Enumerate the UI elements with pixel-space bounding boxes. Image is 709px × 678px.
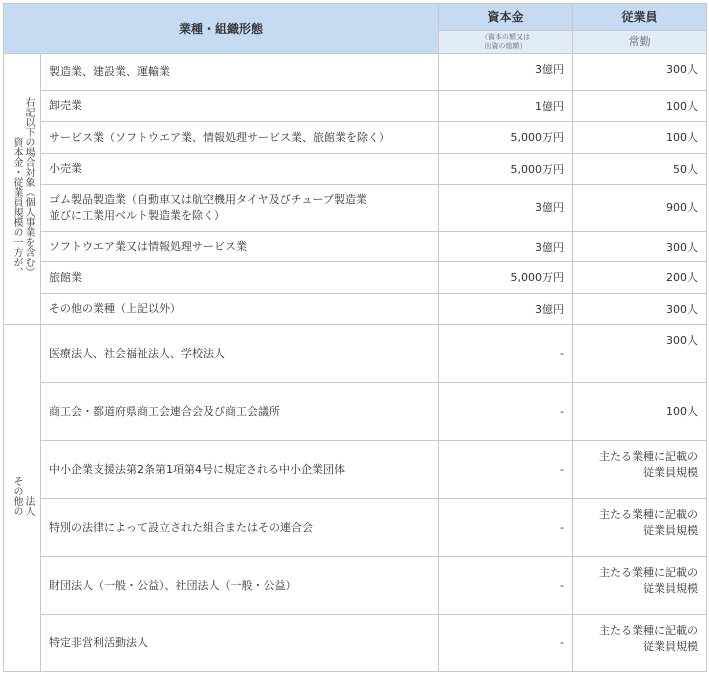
employees-cell: 300人 xyxy=(573,54,707,91)
industry-cell-line-1: ゴム製品製造業（自動車又は航空機用タイヤ及びチューブ製造業 xyxy=(49,193,367,206)
industry-cell: 小売業 xyxy=(41,154,439,185)
capital-note-line-2: 出資の総額） xyxy=(484,42,527,50)
table-row xyxy=(4,615,707,672)
industry-cell: 中小企業支援法第2条第1項第4号に規定される中小企業団体 xyxy=(41,441,439,499)
table-row xyxy=(4,262,707,294)
industry-cell: 特定非営利活動法人 xyxy=(41,615,439,672)
employees-cell: 200人 xyxy=(573,262,707,294)
employees-cell: 300人 xyxy=(573,232,707,262)
capital-note-line-1: （資本の額又は xyxy=(481,33,531,41)
capital-cell: 3億円 xyxy=(439,54,573,91)
employees-cell xyxy=(573,499,707,557)
capital-cell: 3億円 xyxy=(439,294,573,325)
employees-cell xyxy=(573,557,707,615)
sme-definition-table-wrapper xyxy=(3,3,707,672)
industry-cell: 特別の法律によって設立された組合またはその連合会 xyxy=(41,499,439,557)
category-label-business-col1: 資本金・従業員規模の一方が、 xyxy=(11,136,22,277)
header-employees-sub: 常勤 xyxy=(573,31,707,54)
industry-cell xyxy=(41,185,439,232)
capital-cell: 5,000万円 xyxy=(439,154,573,185)
industry-cell: サービス業（ソフトウエア業、情報処理サービス業、旅館業を除く） xyxy=(41,122,439,154)
employees-cell-line-2: 従業員規模 xyxy=(643,524,699,537)
table-row xyxy=(4,54,707,91)
industry-cell: 旅館業 xyxy=(41,262,439,294)
header-industry: 業種・組織形態 xyxy=(4,4,439,54)
employees-cell-line-1: 主たる業種に記載の xyxy=(599,508,699,521)
header-capital: 資本金 xyxy=(439,4,573,31)
employees-cell-line-1: 主たる業種に記載の xyxy=(599,450,699,463)
header-row xyxy=(4,4,707,31)
industry-cell: 医療法人、社会福祉法人、学校法人 xyxy=(41,325,439,383)
employees-cell xyxy=(573,441,707,499)
industry-cell: 製造業、建設業、運輸業 xyxy=(41,54,439,91)
table-row xyxy=(4,91,707,122)
industry-cell: 財団法人（一般・公益）、社団法人（一般・公益） xyxy=(41,557,439,615)
table-row xyxy=(4,294,707,325)
capital-cell: 5,000万円 xyxy=(439,122,573,154)
employees-cell: 300人 xyxy=(573,294,707,325)
capital-cell: - xyxy=(439,383,573,441)
header-capital-note xyxy=(439,31,573,54)
employees-cell-line-1: 主たる業種に記載の xyxy=(599,566,699,579)
employees-cell: 900人 xyxy=(573,185,707,232)
employees-cell: 100人 xyxy=(573,383,707,441)
employees-cell: 300人 xyxy=(573,325,707,383)
employees-cell: 50人 xyxy=(573,154,707,185)
category-label-business-col2: 右記以下の場合対象（個人事業を含む） xyxy=(23,96,34,277)
table-row xyxy=(4,232,707,262)
employees-cell xyxy=(573,615,707,672)
table-row xyxy=(4,557,707,615)
category-label-other-col1: その他の xyxy=(11,475,22,516)
capital-cell: - xyxy=(439,557,573,615)
capital-cell: 3億円 xyxy=(439,232,573,262)
table-row xyxy=(4,154,707,185)
industry-cell: ソフトウエア業又は情報処理サービス業 xyxy=(41,232,439,262)
table-row xyxy=(4,325,707,383)
capital-cell: - xyxy=(439,325,573,383)
table-row xyxy=(4,441,707,499)
category-label-other-corporations xyxy=(4,325,41,672)
industry-cell-line-2: 並びに工業用ベルト製造業を除く） xyxy=(49,209,225,222)
capital-cell: 5,000万円 xyxy=(439,262,573,294)
industry-cell: 商工会・都道府県商工会連合会及び商工会議所 xyxy=(41,383,439,441)
capital-cell: - xyxy=(439,615,573,672)
sme-definition-table xyxy=(3,3,707,672)
industry-cell: 卸売業 xyxy=(41,91,439,122)
header-employees: 従業員 xyxy=(573,4,707,31)
industry-cell: その他の業種（上記以外） xyxy=(41,294,439,325)
capital-cell: - xyxy=(439,499,573,557)
capital-cell: 1億円 xyxy=(439,91,573,122)
capital-cell: 3億円 xyxy=(439,185,573,232)
employees-cell-line-2: 従業員規模 xyxy=(643,466,699,479)
category-label-business xyxy=(4,54,41,325)
table-row xyxy=(4,122,707,154)
employees-cell: 100人 xyxy=(573,122,707,154)
table-row xyxy=(4,383,707,441)
employees-cell-line-2: 従業員規模 xyxy=(643,582,699,595)
category-label-other-col2: 法人 xyxy=(23,495,34,516)
table-row xyxy=(4,185,707,232)
employees-cell-line-2: 従業員規模 xyxy=(643,640,699,653)
employees-cell: 100人 xyxy=(573,91,707,122)
capital-cell: - xyxy=(439,441,573,499)
employees-cell-line-1: 主たる業種に記載の xyxy=(599,624,699,637)
table-row xyxy=(4,499,707,557)
